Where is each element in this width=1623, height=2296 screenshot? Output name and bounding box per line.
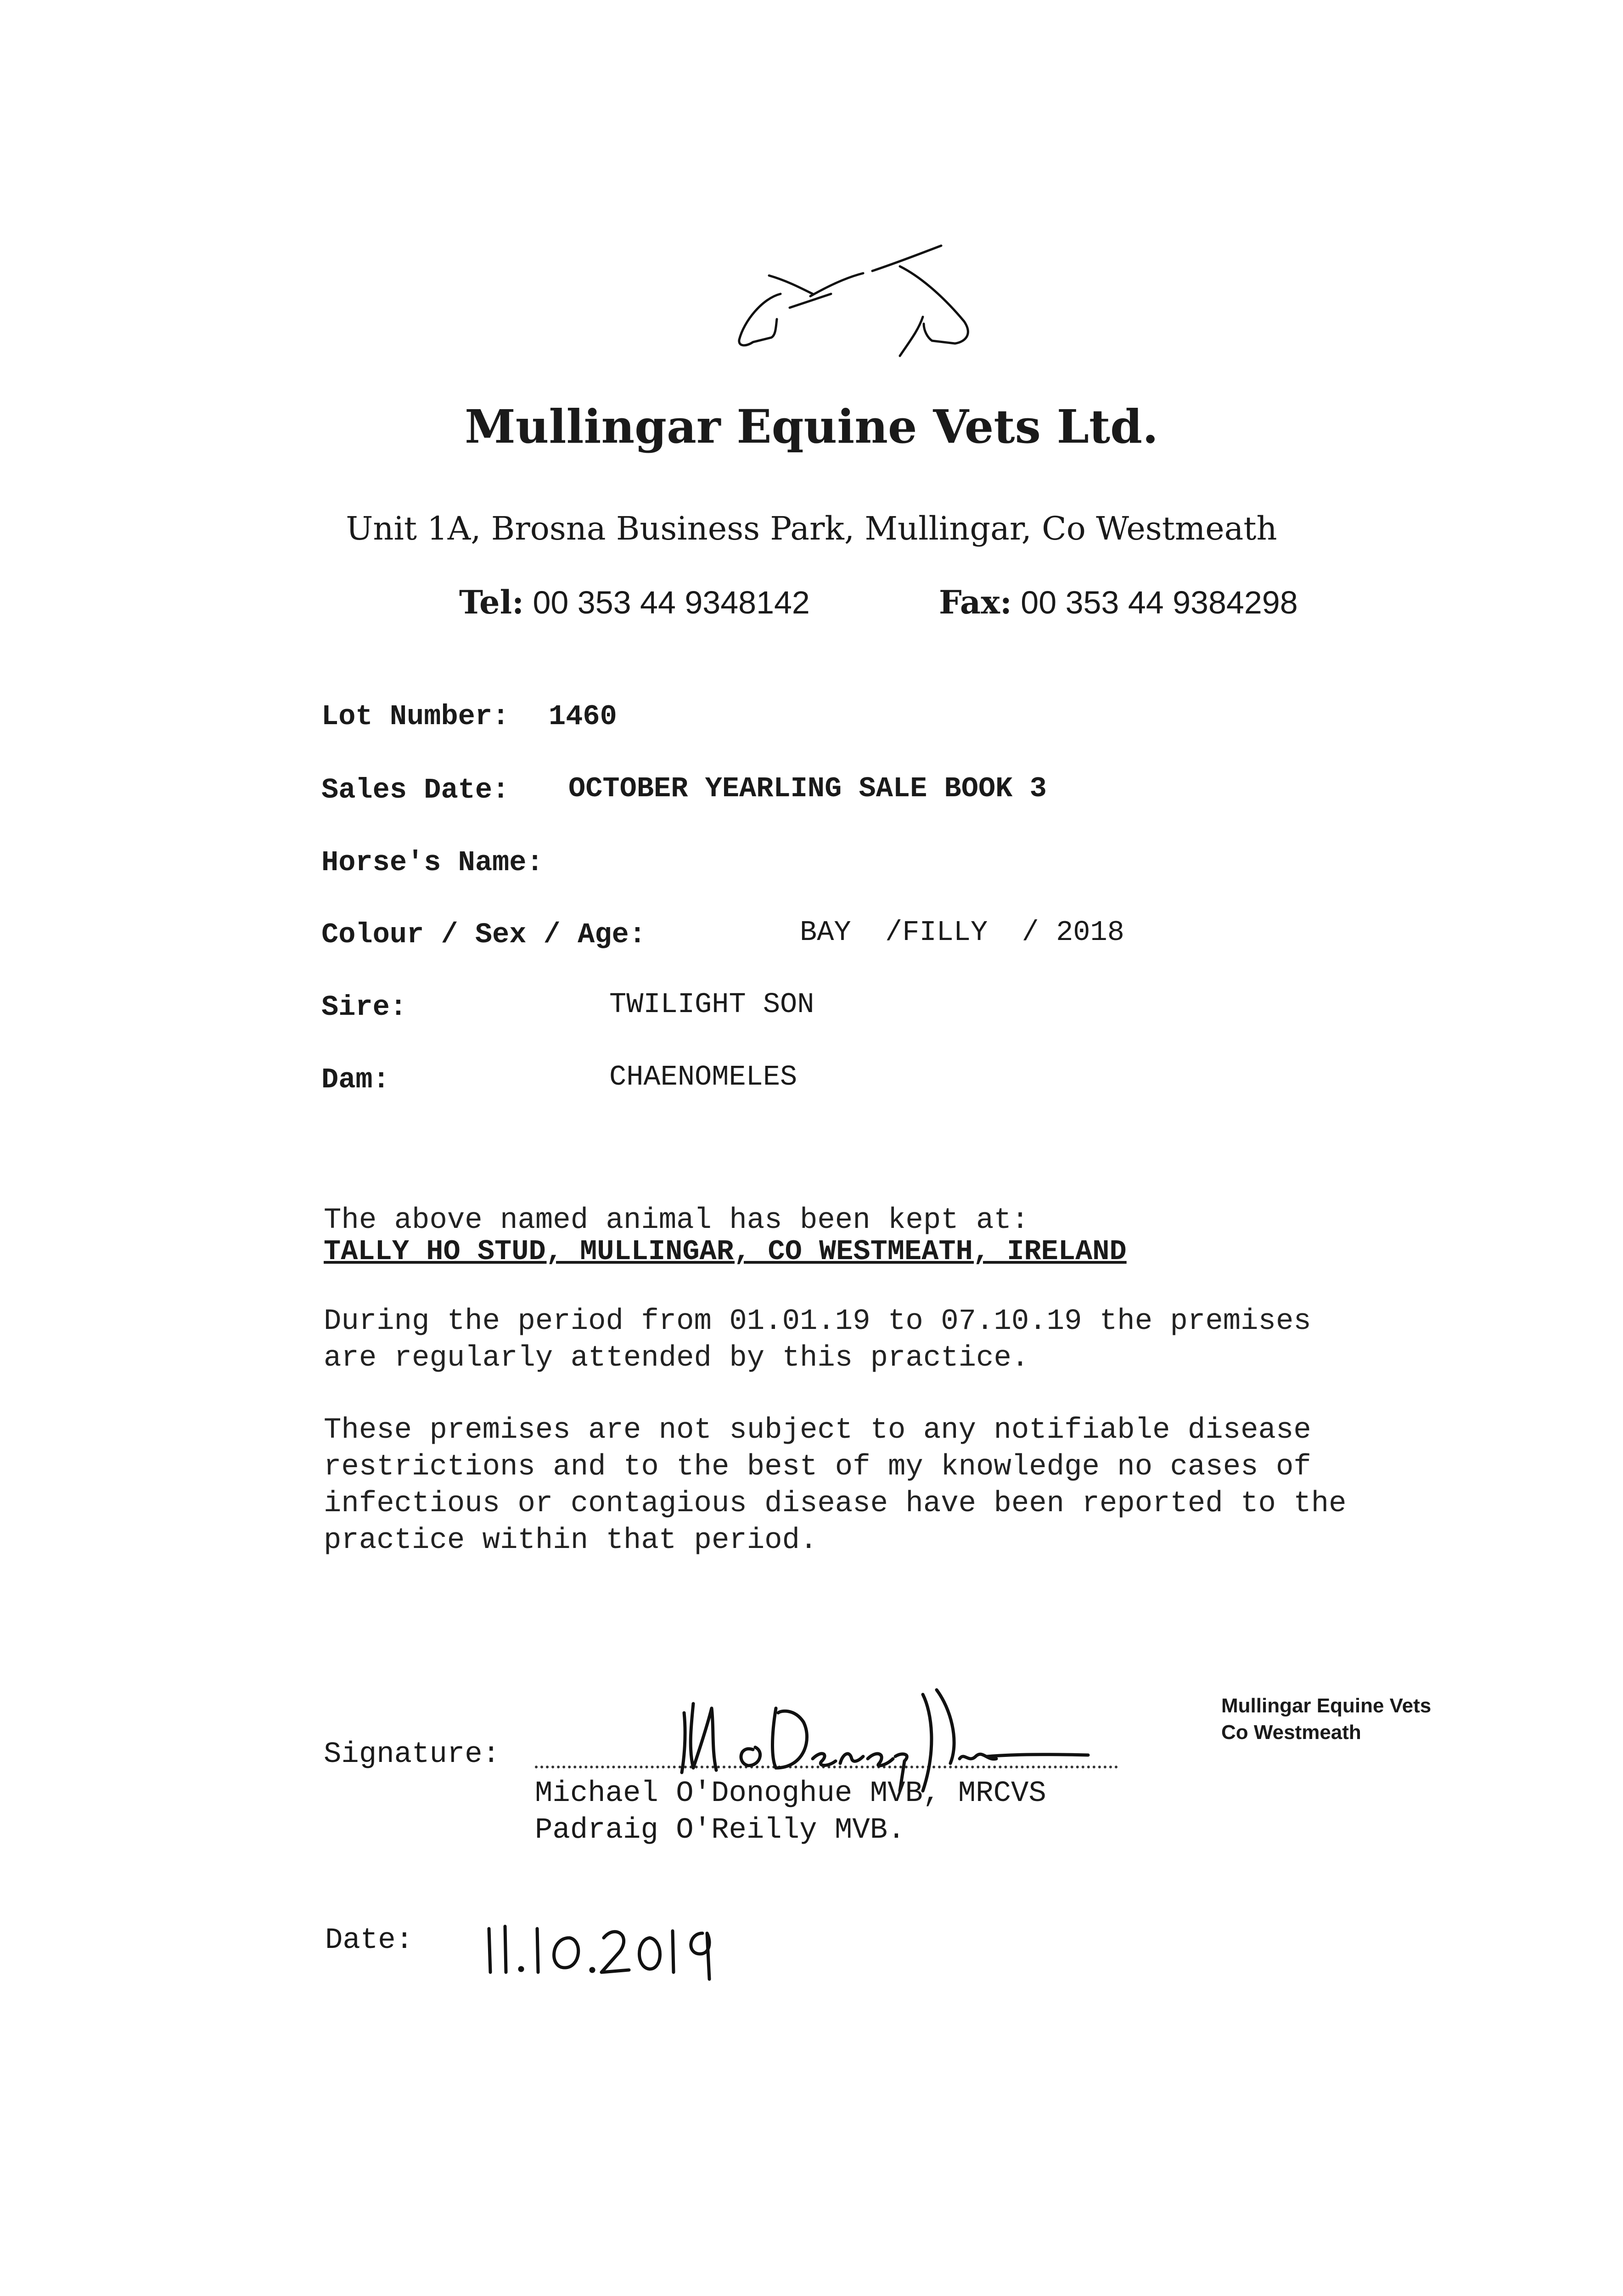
company-address: Unit 1A, Brosna Business Park, Mullingar, Co Westmeath [346,510,1277,547]
vet-name-2: Padraig O'Reilly MVB. [535,1814,905,1847]
lot-number-value: 1460 [549,700,617,733]
fax [939,583,1298,621]
stamp-line-2: Co Westmeath [1221,1721,1361,1744]
sire-value: TWILIGHT SON [609,988,814,1021]
tel-value: 00 353 44 9348142 [533,585,810,620]
kept-at-intro: The above named animal has been kept at: [324,1204,1029,1237]
company-name: Mullingar Equine Vets Ltd. [465,400,1158,454]
dam-value: CHAENOMELES [609,1061,797,1093]
disease-line-2: restrictions and to the best of my knowledge no cases of [324,1451,1311,1484]
disease-line-4: practice within that period. [324,1524,818,1557]
horse-name-label: Horse's Name: [321,846,544,879]
horse-heads-logo-icon [725,243,1019,367]
lot-number-label: Lot Number: [321,700,510,733]
sales-date-value: OCTOBER YEARLING SALE BOOK 3 [568,772,1047,805]
handwritten-date-icon [477,1910,735,1988]
disease-line-1: These premises are not subject to any notifiable disease [324,1414,1311,1447]
telephone [459,583,810,621]
date-label: Date: [325,1924,414,1957]
dam-label: Dam: [321,1064,390,1096]
sales-date-label: Sales Date: [321,774,510,806]
disease-line-3: infectious or contagious disease have been reported to the [324,1487,1347,1520]
vet-name-1: Michael O'Donoghue MVB, MRCVS [535,1777,1046,1810]
fax-label: Fax: [939,583,1012,621]
stamp-line-1: Mullingar Equine Vets [1221,1694,1432,1717]
fax-value: 00 353 44 9384298 [1021,585,1298,620]
tel-label: Tel: [459,583,524,621]
period-line-1: During the period from 01.01.19 to 07.10.19 the premises [324,1305,1311,1338]
colour-sex-age-value: BAY /FILLY / 2018 [800,916,1124,949]
sire-label: Sire: [321,991,407,1024]
signature-label: Signature: [324,1738,500,1771]
colour-sex-age-label: Colour / Sex / Age: [321,918,646,951]
period-line-2: are regularly attended by this practice. [324,1342,1029,1375]
kept-at-address: TALLY HO STUD, MULLINGAR, CO WESTMEATH, IRELAND [324,1235,1127,1268]
